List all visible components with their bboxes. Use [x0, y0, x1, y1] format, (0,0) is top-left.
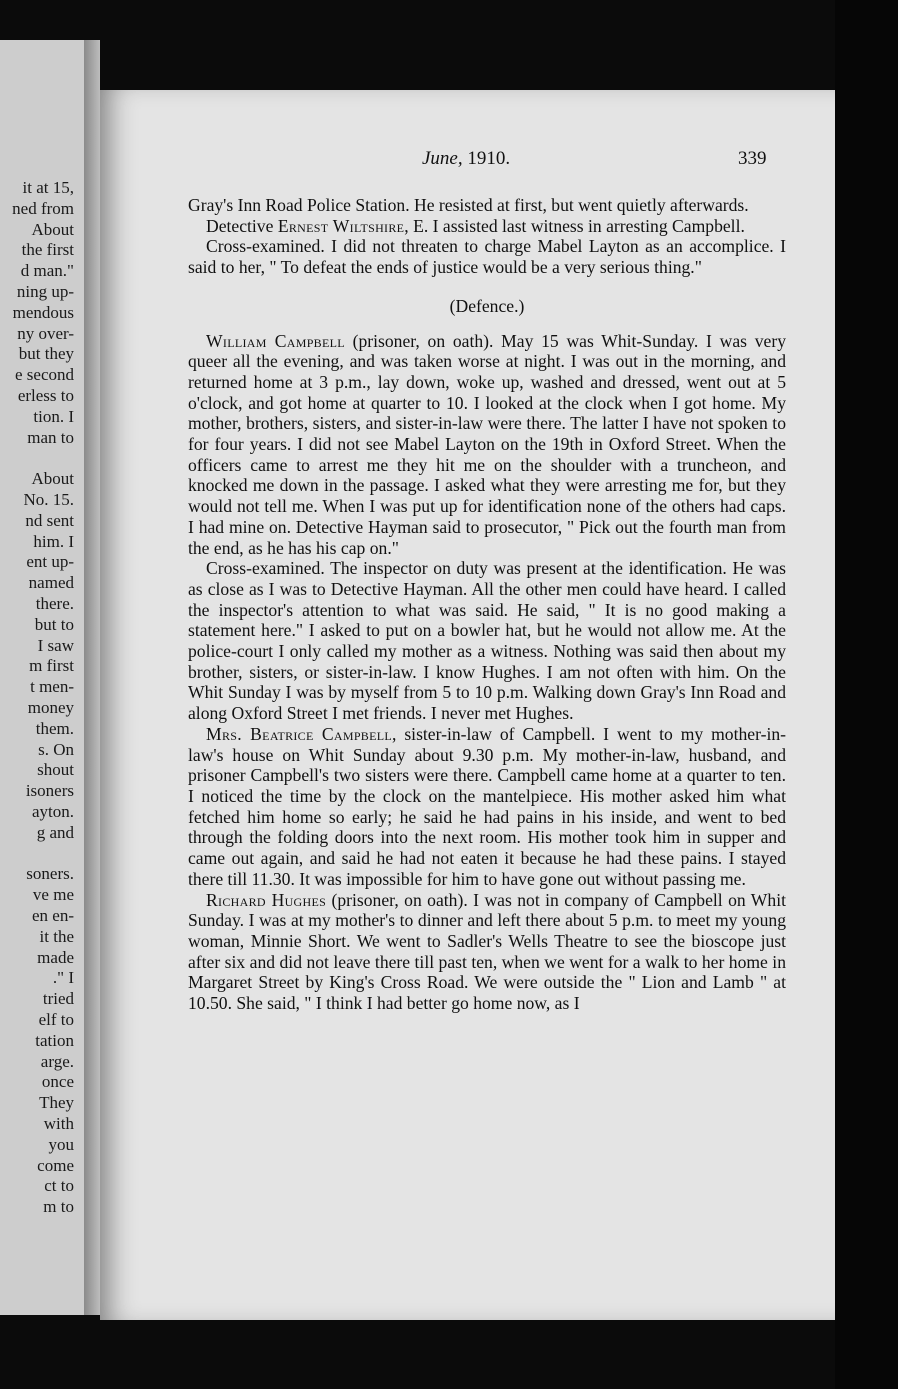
left-page-line: ned from [12, 198, 74, 218]
witness-name: Ernest Wiltshire [277, 215, 405, 236]
header-date: June, 1910. [422, 148, 511, 169]
running-header [100, 148, 835, 176]
left-page-line: tation [35, 1030, 74, 1050]
left-page-line: once [41, 1072, 74, 1092]
left-page-line: with [43, 1114, 74, 1133]
paragraph: Cross-examined. I did not threaten to charge Mabel Layton as an accomplice. I said to her, " To defeat the ends of justice would be a very serious thing." [188, 236, 786, 278]
left-page-line: ny over- [17, 323, 74, 343]
left-page-line: m to [43, 1197, 74, 1217]
left-page-line: e second [14, 365, 74, 385]
left-page-line: d man." [20, 261, 74, 281]
left-page-line: made [37, 947, 74, 967]
left-page-line: it the [39, 926, 74, 946]
paragraph: Cross-examined. The inspector on duty was present at the identification. He was as close as I was to Detective Hayman. All the other men could have heard. I called the inspector's attention to what was said. He said, " It is no good making a statement here." I asked to put on a bowler hat, but he would not allow me. At the police-court I only called my mother as a witness. Nothing was said then about my brother, sisters, or sister-in-law. I know Hughes. I am not often with him. On the Whit Sunday I was by myself from 5 to 10 p.m. Walking down Gray's Inn Road and along Oxford Street I met friends. I never met Hughes. [188, 558, 786, 724]
left-page-line: you [48, 1134, 74, 1154]
left-page-line: ent up- [26, 552, 74, 572]
left-page-line: shout [37, 760, 74, 780]
left-page-line: the first [21, 240, 74, 260]
left-page-line: ve me [32, 885, 74, 905]
left-page-line: money [27, 698, 74, 717]
left-page-line: ." I [52, 968, 74, 988]
left-page-line: but to [34, 614, 74, 634]
left-page-line: isoners [25, 781, 74, 801]
left-page-line: tried [42, 989, 74, 1009]
left-page-line: ayton. [31, 802, 74, 821]
right-page [100, 90, 835, 1320]
left-page-line: I saw [37, 635, 74, 655]
left-page-line: elf to [38, 1010, 74, 1029]
left-page-line: ct to [44, 1176, 74, 1196]
left-page-line: mendous [12, 302, 74, 322]
witness-name: Richard Hughes [206, 889, 327, 910]
witness-name: Mrs. Beatrice Campbell [206, 723, 392, 744]
left-page-line: tion. I [33, 406, 74, 426]
left-page-line: No. 15. [23, 490, 74, 509]
left-page-line: erless to [17, 386, 74, 405]
left-page-line: soners. [26, 864, 74, 884]
left-page-line: named [28, 573, 74, 593]
left-facing-page [0, 40, 84, 1315]
scan-background [835, 0, 898, 1389]
paragraph: Gray's Inn Road Police Station. He resisted at first, but went quietly afterwards. [188, 195, 749, 215]
paragraph: William Campbell (prisoner, on oath). May 15 was Whit-Sunday. I was very queer all the evening, and was taken worse at night. I was out in the morning, and returned home at 3 p.m., lay down, woke up, washed and dressed, went out at 5 o'clock, and got home at quarter to 10. I looked at the clock when I got home. My mother, brothers, sisters, and sister-in-law were there. The latter I have not spoken to for four years. I did not see Mabel Layton on the 19th in Oxford Street. When the officers came to arrest me they hit me on the shoulder with a truncheon, and knocked me down in the passage. I asked what they were arresting me for, but they would not tell me. When I was put up for identification none of the others had caps. I had mine on. Detective Hayman said to prosecutor, " Pick out the fourth man from the end, as he has his cap on." [188, 330, 787, 558]
page-number: 339 [738, 148, 767, 169]
book-gutter [84, 40, 100, 1315]
left-page-line: About [31, 219, 74, 239]
left-page-line: m first [29, 656, 74, 676]
left-page-line: s. On [38, 739, 74, 759]
witness-name: William Campbell [206, 330, 345, 351]
paragraph: Mrs. Beatrice Campbell, sister-in-law of Campbell. I went to my mother-in-law's house on Whit Sunday about 9.30 p.m. My mother-in-law, husband, and prisoner Campbell's two sisters were there. Campbell came home at a quarter to ten. I noticed the time by the clock on the mantelpiece. His mother asked him what fetched him home so early; he said he had pains in his inside, and went to bed through the folding doors into the next room. His mother took him in supper and came out again, and said he had not eaten it because he had these pains. I stayed there till 11.30. It was impossible for him to have gone out without passing me. [188, 723, 787, 889]
left-page-line: him. I [33, 531, 74, 551]
left-page-line: arge. [40, 1051, 74, 1071]
paragraph: Richard Hughes (prisoner, on oath). I was not in company of Campbell on Whit Sunday. I was at my mother's to dinner and left there about 5 p.m. to meet my young woman, Minnie Short. We went to Sadler's Wells Theatre to see the bioscope just after six and did not leave there till past ten, when we went for a walk to her home in Margaret Street by King's Cross Road. We were outside the " Lion and Lamb " at 10.50. She said, " I think I had better go home now, as I [188, 889, 786, 1014]
left-page-line: They [39, 1093, 74, 1113]
left-page-line: g and [36, 822, 74, 842]
left-page-line: come [37, 1155, 74, 1175]
left-page-line: en en- [31, 906, 74, 925]
left-page-line: About [31, 469, 74, 489]
left-page-line: them. [35, 718, 74, 738]
left-page-line: but they [18, 344, 74, 364]
left-page-line: there. [35, 594, 74, 613]
left-page-line: nd sent [25, 510, 74, 530]
page-body [188, 195, 786, 1014]
left-page-line: man to [27, 427, 74, 447]
section-heading: (Defence.) [449, 295, 525, 316]
left-page-line: ning up- [16, 282, 74, 301]
left-page-line: it at 15, [22, 178, 74, 197]
left-page-line: t men- [30, 677, 74, 697]
paragraph: Detective Ernest Wiltshire, E. I assisted last witness in arresting Campbell. [206, 215, 745, 236]
